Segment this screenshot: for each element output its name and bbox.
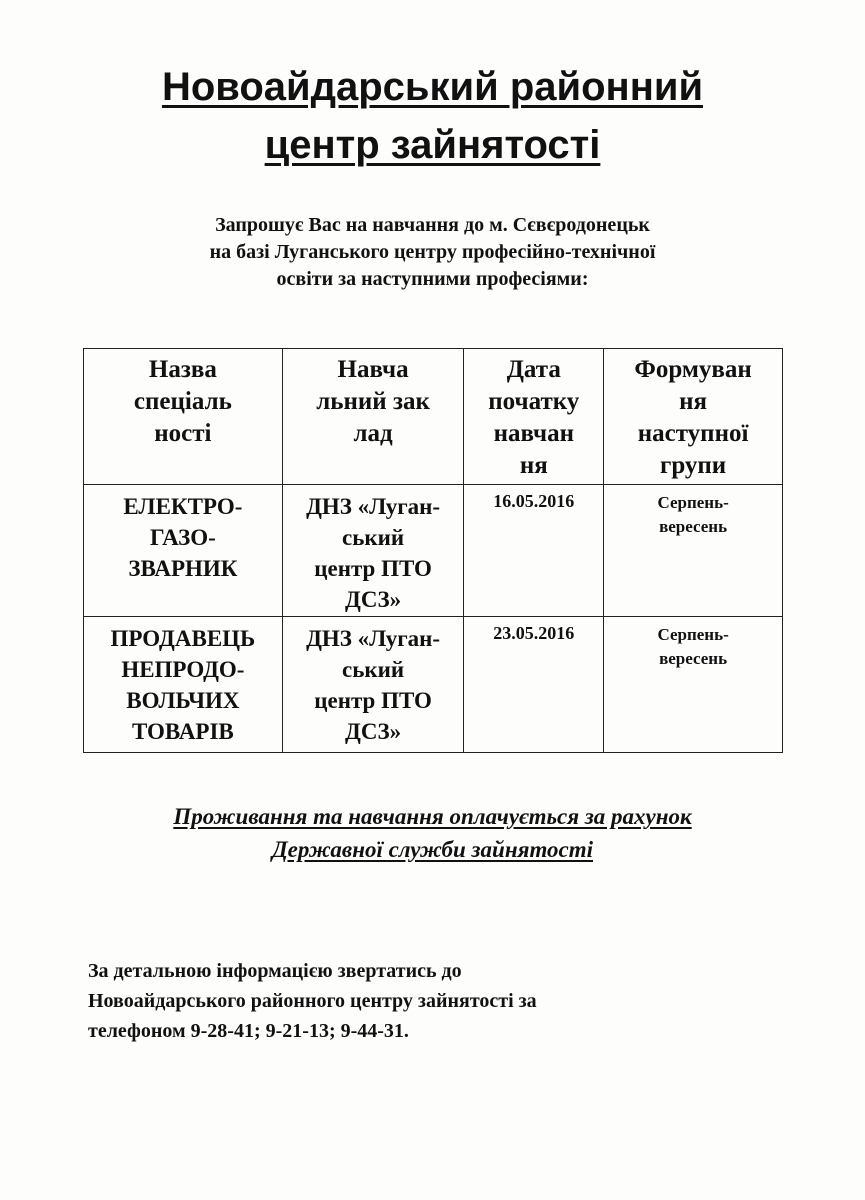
cell-institution: ДНЗ «Луган- ський центр ПТО ДСЗ» — [282, 617, 464, 753]
header-next-group: Формуван ня наступної групи — [604, 349, 783, 485]
header-specialty: Назва спеціаль ності — [84, 349, 283, 485]
cell-specialty: ПРОДАВЕЦЬ НЕПРОДО- ВОЛЬЧИХ ТОВАРІВ — [84, 617, 283, 753]
title-line-2: центр зайнятості — [264, 123, 601, 167]
intro-line-2: на базі Луганського центру професійно-технічної — [209, 241, 656, 263]
note-line-2: Державної служби зайнятості — [271, 837, 594, 862]
title-line-1: Новоайдарський районний — [161, 65, 704, 109]
cell-start-date: 16.05.2016 — [464, 485, 604, 617]
header-institution: Навча льний зак лад — [282, 349, 464, 485]
professions-table — [83, 348, 783, 753]
intro-text — [0, 212, 865, 293]
intro-line-1: Запрошує Вас на навчання до м. Сєвєродонецьк — [215, 214, 650, 236]
cell-specialty: ЕЛЕКТРО- ГАЗО- ЗВАРНИК — [84, 485, 283, 617]
cell-institution: ДНЗ «Луган- ський центр ПТО ДСЗ» — [282, 485, 464, 617]
intro-line-3: освіти за наступними професіями: — [276, 268, 589, 290]
contact-line-2: Новоайдарського районного центру зайнятості за — [88, 990, 537, 1012]
table-header-row — [84, 349, 783, 485]
payment-note — [0, 800, 865, 866]
cell-next-group: Серпень- вересень — [604, 617, 783, 753]
table-row — [84, 617, 783, 753]
page-title — [0, 58, 865, 174]
contact-line-1: За детальною інформацією звертатись до — [88, 960, 462, 982]
cell-start-date: 23.05.2016 — [464, 617, 604, 753]
table-row — [84, 485, 783, 617]
header-start-date: Дата початку навчан ня — [464, 349, 604, 485]
contact-line-3: телефоном 9-28-41; 9-21-13; 9-44-31. — [88, 1020, 409, 1042]
contact-info — [88, 956, 808, 1046]
note-line-1: Проживання та навчання оплачується за рахунок — [173, 804, 692, 829]
cell-next-group: Серпень- вересень — [604, 485, 783, 617]
